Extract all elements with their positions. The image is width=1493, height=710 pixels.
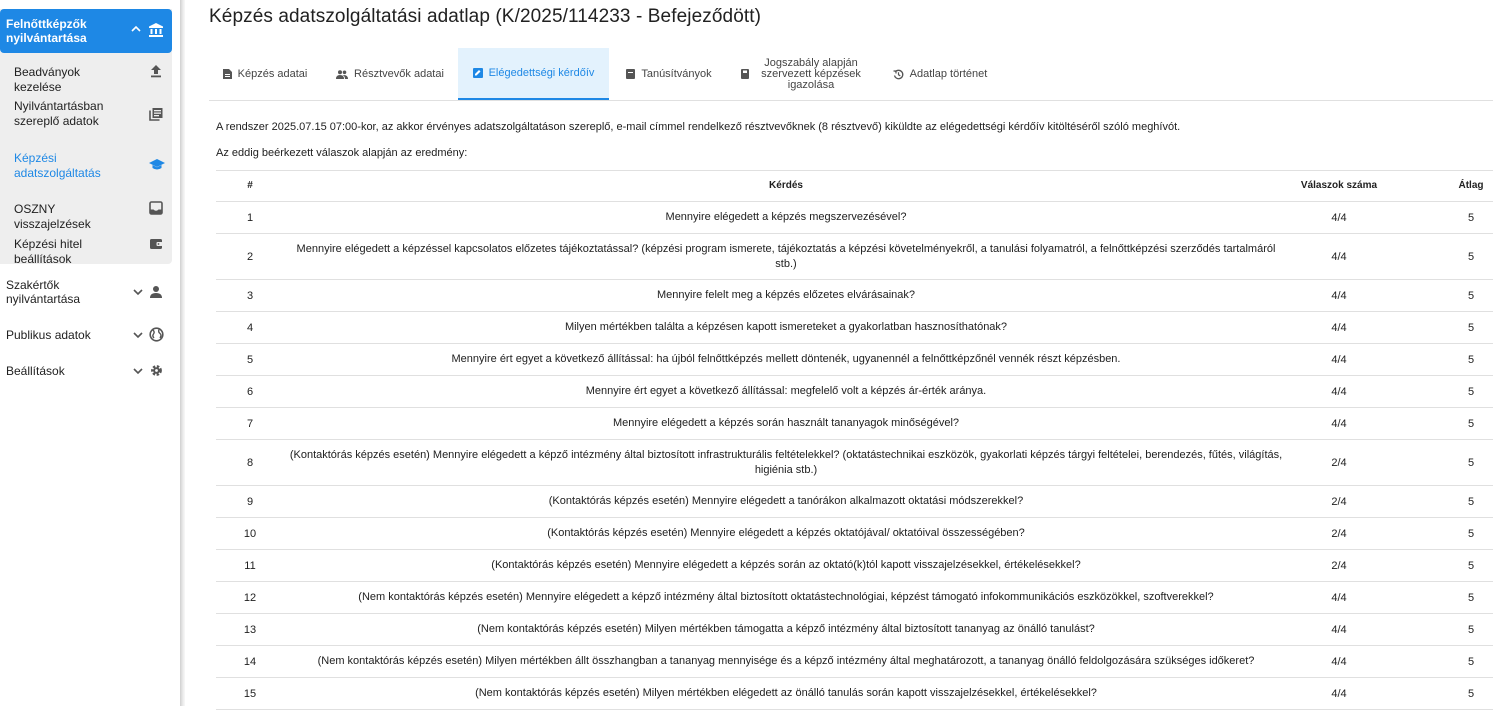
row-answers: 4/4 [1331,591,1347,604]
table-row [216,234,1493,280]
bank-icon [148,22,164,38]
tab-elegedettsegi-kerdoiv[interactable] [458,48,609,100]
row-num: 11 [244,559,256,572]
row-question: Mennyire elégedett a képzés során használt tananyagok minőségével? [612,417,960,429]
feedback-icon [473,68,483,78]
row-num: 5 [246,353,254,366]
tab-tanusitvanyok[interactable] [611,48,727,100]
tab-bar [209,48,1493,101]
table-row [216,646,1493,678]
row-question: (Kontaktórás képzés esetén) Mennyire elégedett a képzés oktatójával/ oktatóival összességében? [547,527,1025,539]
sidebar-item-label: Nyilvántartásban szereplő adatok [14,99,104,128]
sidebar-item-label: Képzési hitel beállítások [14,237,83,266]
row-num: 4 [246,321,254,334]
row-answers: 4/4 [1331,321,1347,334]
sidebar-item-label: Beállítások [6,364,65,378]
row-num: 10 [243,527,257,540]
tab-label: Résztvevők adatai [354,68,444,80]
row-num: 15 [243,687,257,700]
header-avg: Átlag [1458,180,1484,191]
sidebar-item-label: Beadványok kezelése [14,65,81,94]
row-answers: 4/4 [1331,211,1347,224]
table-row [216,280,1493,312]
person-icon [149,285,163,299]
sidebar-item-beallitasok[interactable] [0,360,172,382]
globe-icon [149,327,164,342]
sidebar-item-label: Képzési adatszolgáltatás [14,151,101,180]
tab-jogszabaly-igazolasa[interactable] [729,48,879,100]
tab-adatlap-tortenet[interactable] [881,48,999,100]
table-row [216,440,1493,486]
row-answers: 2/4 [1331,527,1347,540]
sidebar-item-publikus[interactable] [0,324,172,346]
header-answers: Válaszok száma [1300,180,1378,191]
sidebar-item-szakertok[interactable] [0,276,172,308]
page-title: Képzés adatszolgáltatási adatlap (K/2025/114233 - Befejeződött) [209,6,762,27]
sidebar-item-beadvanyok[interactable] [0,53,172,94]
table-row [216,408,1493,440]
tab-label: Tanúsítványok [641,68,712,80]
row-num: 14 [243,655,257,668]
chevron-down-icon [132,365,144,377]
row-question: (Kontaktórás képzés esetén) Mennyire elégedett a tanórákon alkalmazott oktatási módszerekkel? [548,495,1024,507]
row-answers: 4/4 [1331,289,1347,302]
header-question: Kérdés [769,180,803,191]
tab-resztvevok-adatai[interactable] [323,48,457,100]
row-question: (Nem kontaktórás képzés esetén) Milyen mértékben állt összhangban a tananyag mennyisége és a képző intézmény által meghatározott, a tananyag önálló feldolgozására szükséges időkeret? [317,655,1255,667]
row-num: 8 [246,456,254,469]
document-icon [223,69,232,79]
row-avg: 5 [1467,385,1475,398]
row-question: (Kontaktórás képzés esetén) Mennyire elégedett a képző intézmény által biztosított infrastrukturális feltételekkel? (oktatástechnikai eszközök, gyakorlati képzés tárgyi feltételei, berendezés, fűtés, világítás, higiénia stb.) [289,448,1283,476]
row-answers: 4/4 [1331,687,1347,700]
wallet-icon [149,237,163,251]
row-num: 2 [246,250,254,263]
row-avg: 5 [1467,495,1475,508]
row-question: Milyen mértékben találta a képzésen kapott ismereteket a gyakorlatban hasznosíthatónak? [564,321,1008,333]
tab-label: Képzés adatai [237,68,308,80]
row-question: Mennyire felelt meg a képzés előzetes elvárásainak? [656,289,916,301]
row-question: (Nem kontaktórás képzés esetén) Milyen mértékben támogatta a képző intézmény által biztosított tananyag az önálló tanulást? [477,623,1095,635]
table-row [216,376,1493,408]
row-question: Mennyire ért egyet a következő állítással: megfelelő volt a képzés ár-érték aránya. [585,385,987,397]
row-answers: 4/4 [1331,623,1347,636]
row-question: Mennyire elégedett a képzéssel kapcsolatos előzetes tájékoztatással? (képzési program ismerete, tájékoztatás a képzési követelményekről, a tanulási folyamatról, a felnőttképzési szerződés tartalmáról stb.) [296,242,1276,270]
row-num: 7 [246,417,254,430]
table-row [216,550,1493,582]
row-avg: 5 [1467,527,1475,540]
survey-results-table [216,170,1493,710]
row-num: 3 [246,289,254,302]
row-answers: 4/4 [1331,250,1347,263]
row-answers: 2/4 [1331,559,1347,572]
row-num: 13 [243,623,257,636]
row-avg: 5 [1467,250,1475,263]
chevron-up-icon [130,23,142,35]
table-row [216,486,1493,518]
tab-label: Elégedettségi kérdőív [488,67,595,79]
row-answers: 4/4 [1331,655,1347,668]
sidebar-group-label: Felnőttképzők nyilvántartása [6,17,87,45]
library-books-icon [149,107,163,121]
row-avg: 5 [1467,211,1475,224]
table-row [216,614,1493,646]
row-answers: 2/4 [1331,456,1347,469]
tab-kepzes-adatai[interactable] [209,48,321,100]
table-row [216,678,1493,710]
upload-icon [149,64,163,78]
table-row [216,202,1493,234]
sidebar-item-kepzesi-adatszolgaltatas[interactable] [0,143,172,187]
table-row [216,582,1493,614]
people-icon [336,70,348,79]
row-question: Mennyire elégedett a képzés megszervezésével? [665,211,907,223]
row-num: 9 [246,495,254,508]
table-row [216,344,1493,376]
sidebar-item-label: OSZNY visszajelzések [14,202,91,231]
results-intro-text: Az eddig beérkezett válaszok alapján az eredmény: [216,147,468,159]
invitation-info-text: A rendszer 2025.07.15 07:00-kor, az akkor érvényes adatszolgáltatáson szereplő, e-mail címmel rendelkező résztvevőknek (8 résztvevő) kiküldte az elégedettségi kérdőív kitöltéséről szóló meghívót. [216,121,1181,133]
row-avg: 5 [1467,559,1475,572]
gear-icon [149,363,164,378]
row-avg: 5 [1467,655,1475,668]
row-avg: 5 [1467,353,1475,366]
sidebar-item-oszny[interactable] [0,192,172,231]
row-avg: 5 [1467,289,1475,302]
table-header [216,171,1493,202]
sidebar-divider [180,0,185,706]
row-num: 1 [246,211,254,224]
row-question: (Nem kontaktórás képzés esetén) Mennyire elégedett a képző intézmény által biztosított oktatástechnológiai, képzést támogató infokommunikációs eszközökkel, szoftverekkel? [358,591,1214,603]
chevron-down-icon [132,286,144,298]
tab-label: Jogszabály alapján szervezett képzések igazolása [761,56,861,91]
row-avg: 5 [1467,591,1475,604]
sidebar-item-label: Publikus adatok [6,328,91,342]
table-row [216,312,1493,344]
row-avg: 5 [1467,456,1475,469]
graduation-cap-icon [149,158,165,172]
row-avg: 5 [1467,623,1475,636]
certificate-icon [626,69,635,79]
chevron-down-icon [132,329,144,341]
row-avg: 5 [1467,417,1475,430]
sidebar [0,0,180,706]
table-row [216,518,1493,550]
sidebar-item-label: Szakértők nyilvántartása [6,278,81,306]
row-avg: 5 [1467,321,1475,334]
row-answers: 4/4 [1331,353,1347,366]
tab-label: Adatlap történet [909,68,988,80]
book-icon [741,69,749,79]
header-num: # [247,180,253,191]
row-answers: 4/4 [1331,385,1347,398]
row-avg: 5 [1467,687,1475,700]
sidebar-item-kepzesi-hitel[interactable] [0,228,172,266]
row-question: (Kontaktórás képzés esetén) Mennyire elégedett a képzés során az oktató(k)tól kapott visszajelzésekkel, értékelésekkel? [491,559,1081,571]
row-answers: 4/4 [1331,417,1347,430]
row-num: 12 [243,591,257,604]
row-question: (Nem kontaktórás képzés esetén) Milyen mértékben elégedett az önálló tanulás során kapott visszajelzésekkel, értékelésekkel? [475,687,1097,699]
history-icon [893,69,904,80]
row-question: Mennyire ért egyet a következő állítással: ha újból felnőttképzés mellett döntenék, ugyanennél a felnőttképzőnél vennék részt képzésben. [451,353,1121,365]
row-answers: 2/4 [1331,495,1347,508]
sidebar-item-nyilvantartas-adatok[interactable] [0,92,172,136]
sidebar-group-felnottkepzok[interactable] [0,9,172,53]
row-num: 6 [246,385,254,398]
inbox-icon [149,201,163,215]
